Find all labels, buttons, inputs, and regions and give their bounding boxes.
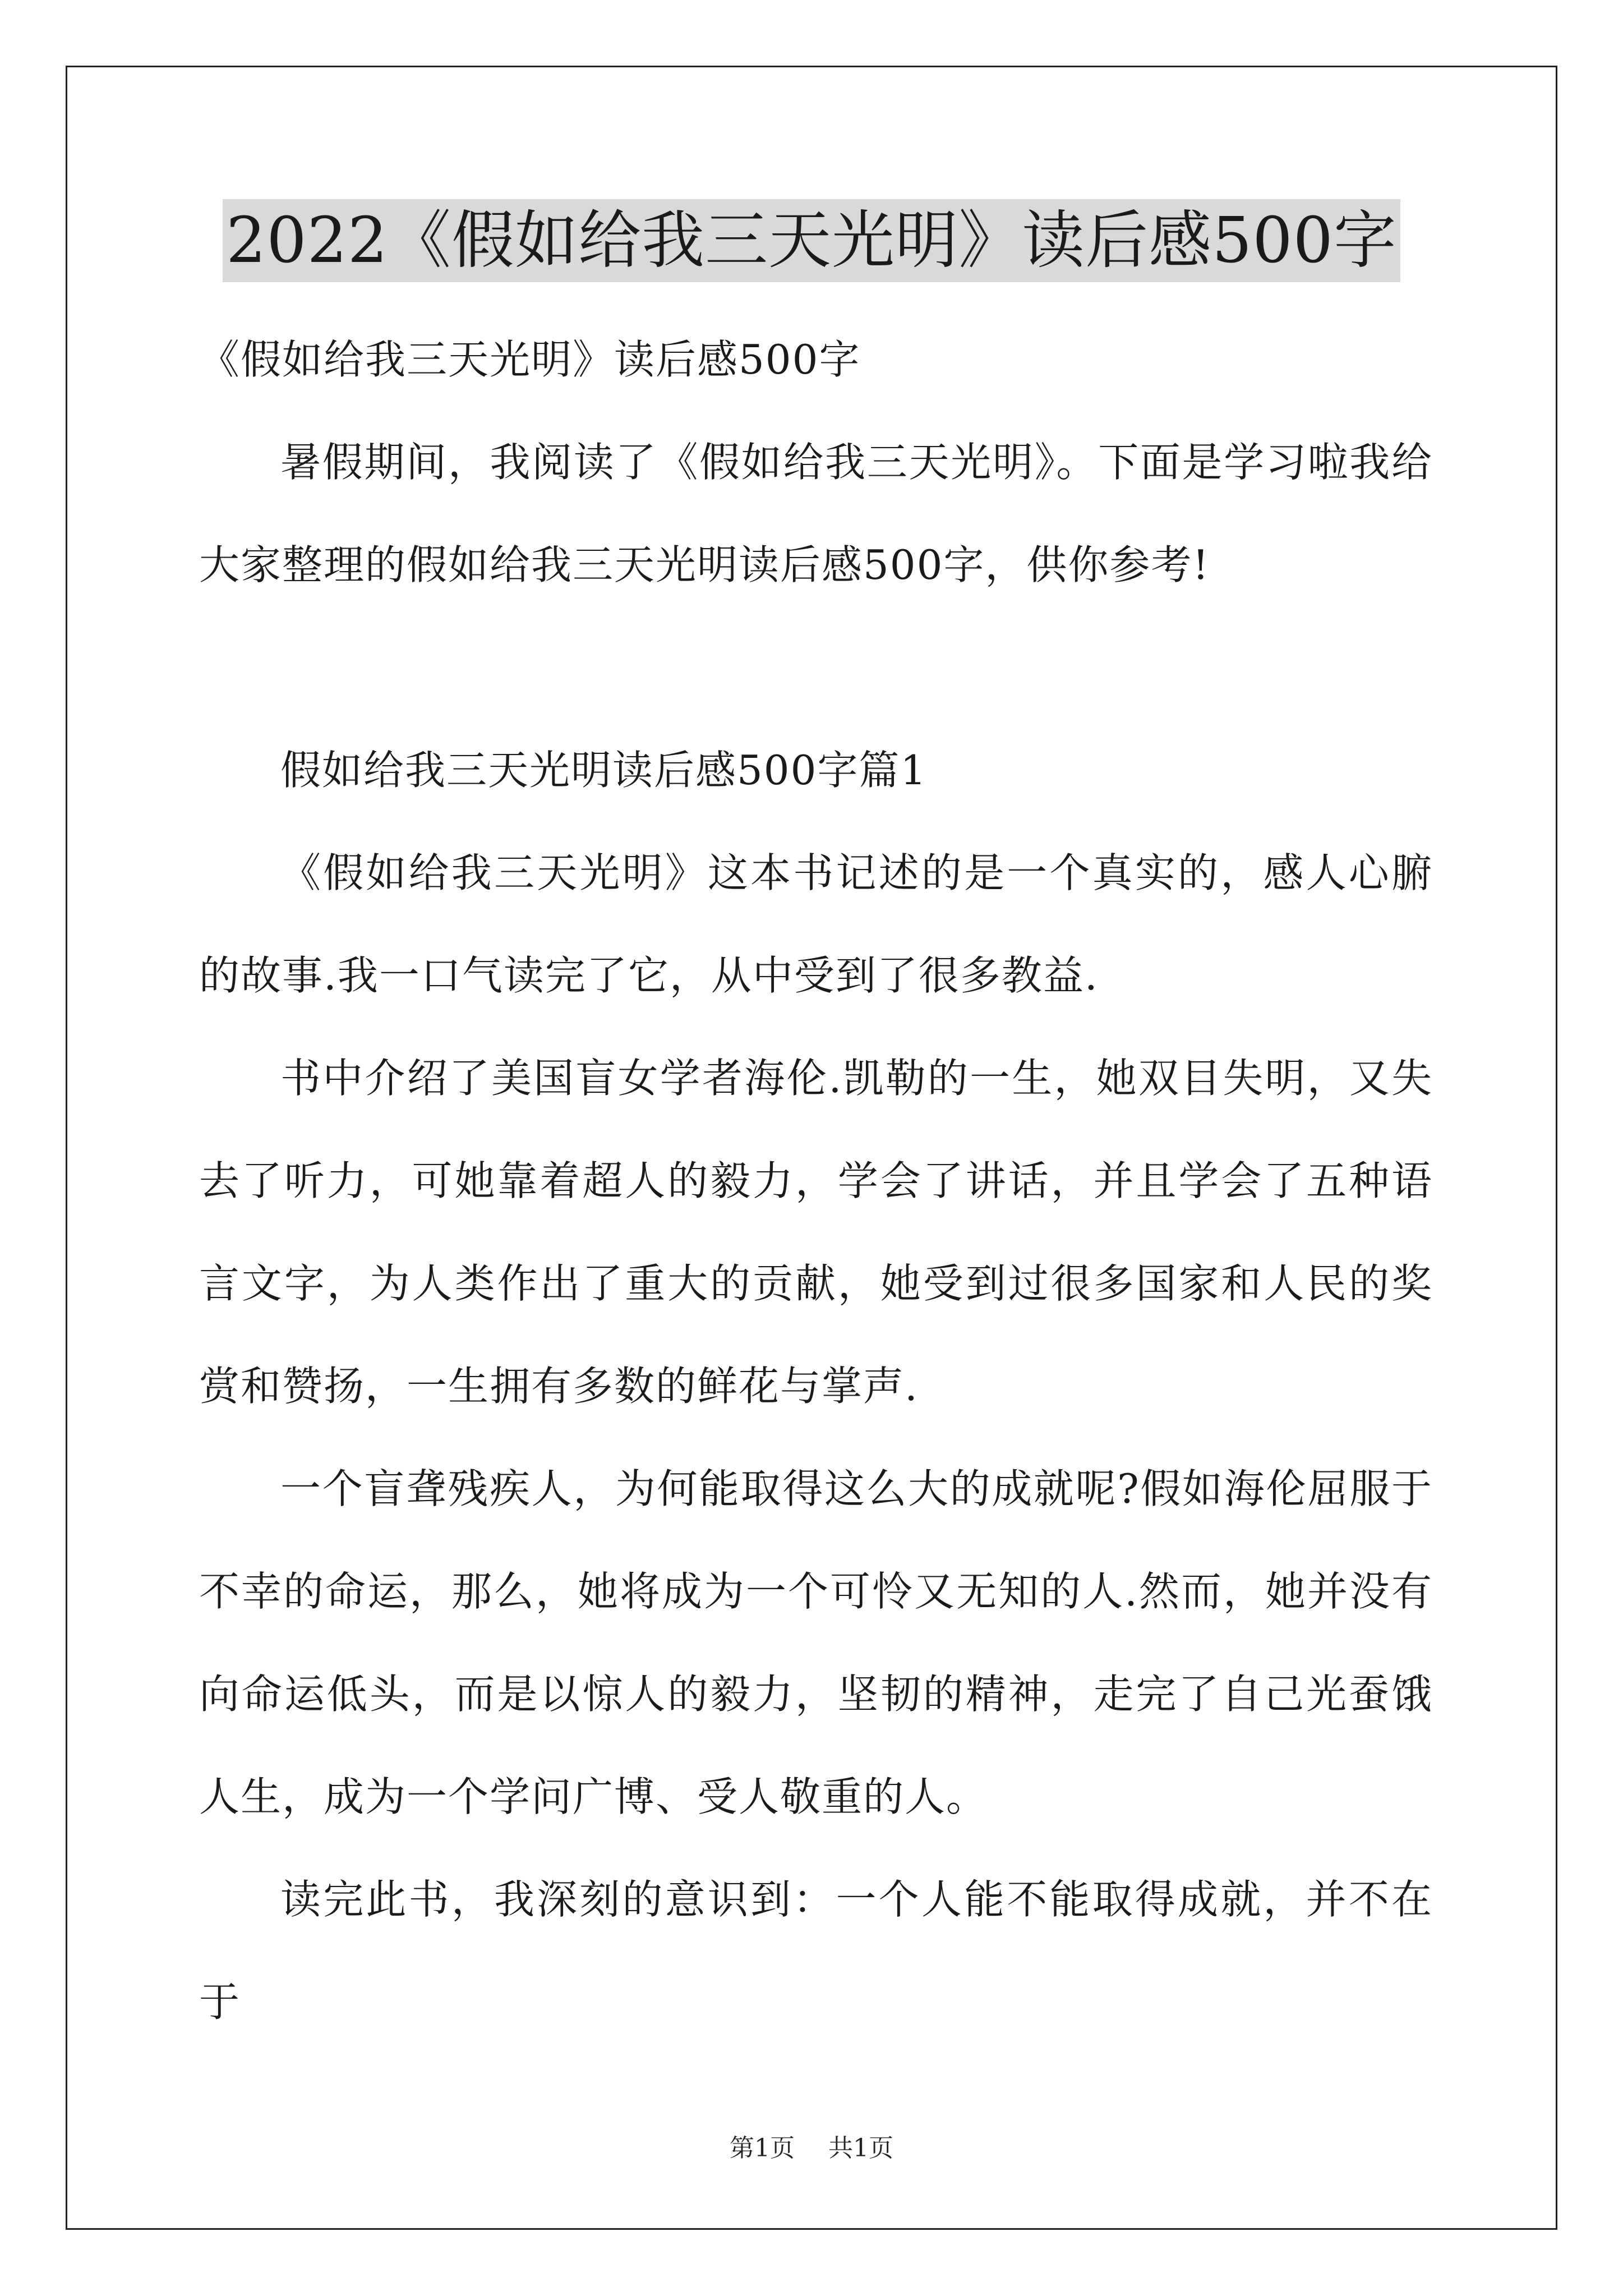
document-body <box>199 309 1433 2054</box>
paragraph: 《假如给我三天光明》这本书记述的是一个真实的，感人心腑的故事.我一口气读完了它，从中受到了很多教益. <box>199 849 1433 999</box>
paragraph: 一个盲聋残疾人，为何能取得这么大的成就呢?假如海伦屈服于不幸的命运，那么，她将成为一个可怜又无知的人.然而，她并没有向命运低头，而是以惊人的毅力，坚韧的精神，走完了自己光蚕饿人生，成为一个学问广博、受人敬重的人。 <box>199 1465 1433 1820</box>
document-subtitle: 《假如给我三天光明》读后感500字 <box>199 336 861 383</box>
title-container <box>0 199 1623 282</box>
page-number: 第1页 <box>730 2134 795 2162</box>
page-footer <box>0 2132 1623 2165</box>
paragraph: 书中介绍了美国盲女学者海伦.凯勒的一生，她双目失明，又失去了听力，可她靠着超人的毅力，学会了讲话，并且学会了五种语言文字，为人类作出了重大的贡献，她受到过很多国家和人民的奖赏和赞扬，一生拥有多数的鲜花与掌声. <box>199 1055 1433 1410</box>
paragraph: 读完此书，我深刻的意识到：一个人能不能取得成就，并不在于 <box>199 1876 1433 2026</box>
section-heading: 假如给我三天光明读后感500字篇1 <box>280 747 928 794</box>
page-total: 共1页 <box>828 2134 893 2162</box>
paragraph-intro: 暑假期间，我阅读了《假如给我三天光明》。下面是学习啦我给大家整理的假如给我三天光明读后感500字，供你参考! <box>199 439 1433 588</box>
document-title: 2022《假如给我三天光明》读后感500字 <box>223 199 1400 282</box>
